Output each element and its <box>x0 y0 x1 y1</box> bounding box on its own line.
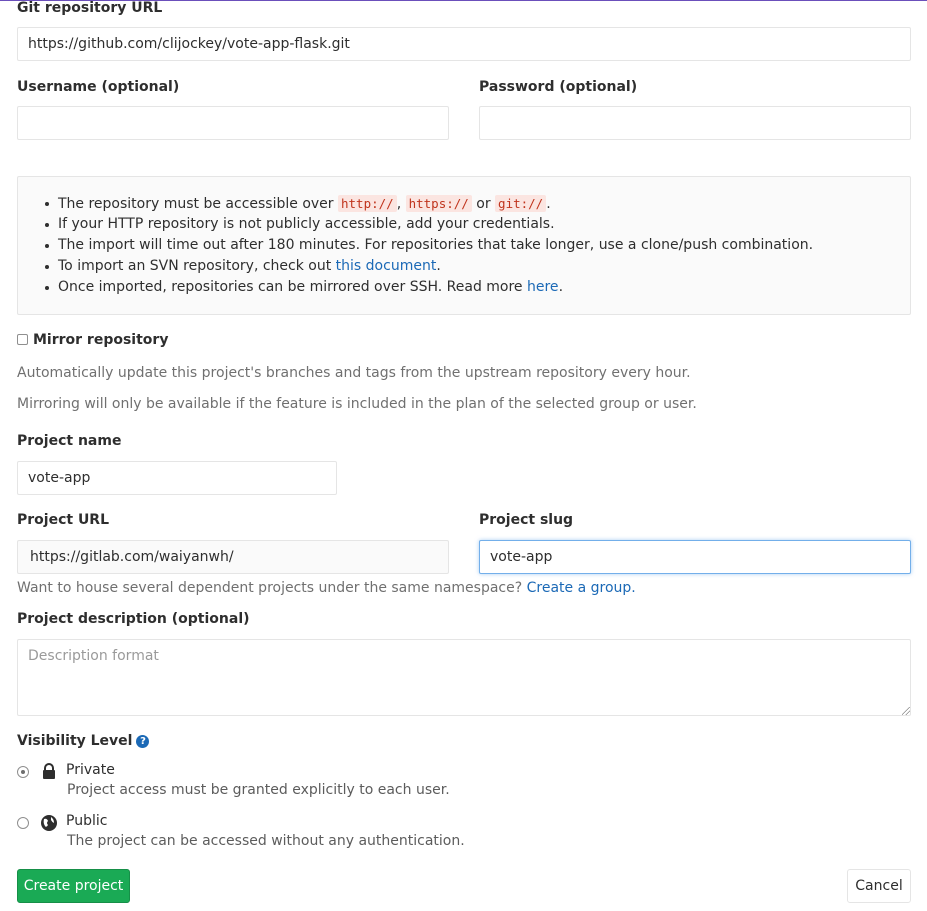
visibility-private-label[interactable]: Private <box>66 762 115 778</box>
question-circle-icon[interactable]: ? <box>136 735 149 748</box>
mirror-help-1: Automatically update this project's branches and tags from the upstream repository every hour. <box>17 365 691 381</box>
this-document-link[interactable]: this document <box>335 258 437 274</box>
project-name-label: Project name <box>17 433 122 449</box>
resize-handle-icon[interactable] <box>902 707 910 715</box>
visibility-private-radio[interactable] <box>17 766 29 778</box>
cancel-button[interactable]: Cancel <box>847 869 911 903</box>
project-url-label: Project URL <box>17 512 110 528</box>
project-slug-label: Project slug <box>479 512 574 528</box>
here-link[interactable]: here <box>527 279 559 295</box>
lock-icon <box>41 763 57 780</box>
project-name-input[interactable]: vote-app <box>17 461 337 495</box>
project-url-input: https://gitlab.com/waiyanwh/ <box>17 540 449 574</box>
password-label: Password (optional) <box>479 79 638 95</box>
visibility-public-radio[interactable] <box>17 817 29 829</box>
code-git: git:// <box>495 195 546 212</box>
mirror-checkbox[interactable] <box>17 334 28 345</box>
project-slug-input[interactable]: vote-app <box>479 540 911 574</box>
code-https: https:// <box>406 195 472 212</box>
list-item: To import an SVN repository, check out this document. <box>58 256 813 277</box>
visibility-public-description: The project can be accessed without any authentication. <box>67 833 465 849</box>
password-input[interactable] <box>479 106 911 140</box>
visibility-public-label[interactable]: Public <box>66 813 108 829</box>
git-url-label: Git repository URL <box>17 0 163 16</box>
import-info-list <box>58 193 813 298</box>
namespace-help: Want to house several dependent projects under the same namespace? Create a group. <box>17 580 636 596</box>
list-item: The import will time out after 180 minutes. For repositories that take longer, use a clone/push combination. <box>58 235 813 256</box>
username-input[interactable] <box>17 106 449 140</box>
git-url-input[interactable]: https://github.com/clijockey/vote-app-flask.git <box>17 27 911 61</box>
list-item: The repository must be accessible over http:// , https:// or git:// . <box>58 193 813 214</box>
create-group-link[interactable]: Create a group. <box>526 580 636 596</box>
list-item: Once imported, repositories can be mirrored over SSH. Read more here. <box>58 277 813 298</box>
create-project-button[interactable]: Create project <box>17 869 130 903</box>
list-item: If your HTTP repository is not publicly accessible, add your credentials. <box>58 214 813 235</box>
visibility-private-description: Project access must be granted explicitly to each user. <box>67 782 450 798</box>
username-label: Username (optional) <box>17 79 180 95</box>
globe-icon <box>40 814 58 832</box>
code-http: http:// <box>338 195 397 212</box>
mirror-help-2: Mirroring will only be available if the feature is included in the plan of the selected group or user. <box>17 396 697 412</box>
visibility-label: Visibility Level ? <box>17 733 149 749</box>
description-label: Project description (optional) <box>17 611 250 627</box>
mirror-label[interactable]: Mirror repository <box>33 332 169 348</box>
description-textarea[interactable]: Description format <box>17 639 911 716</box>
import-info-box <box>17 176 911 315</box>
